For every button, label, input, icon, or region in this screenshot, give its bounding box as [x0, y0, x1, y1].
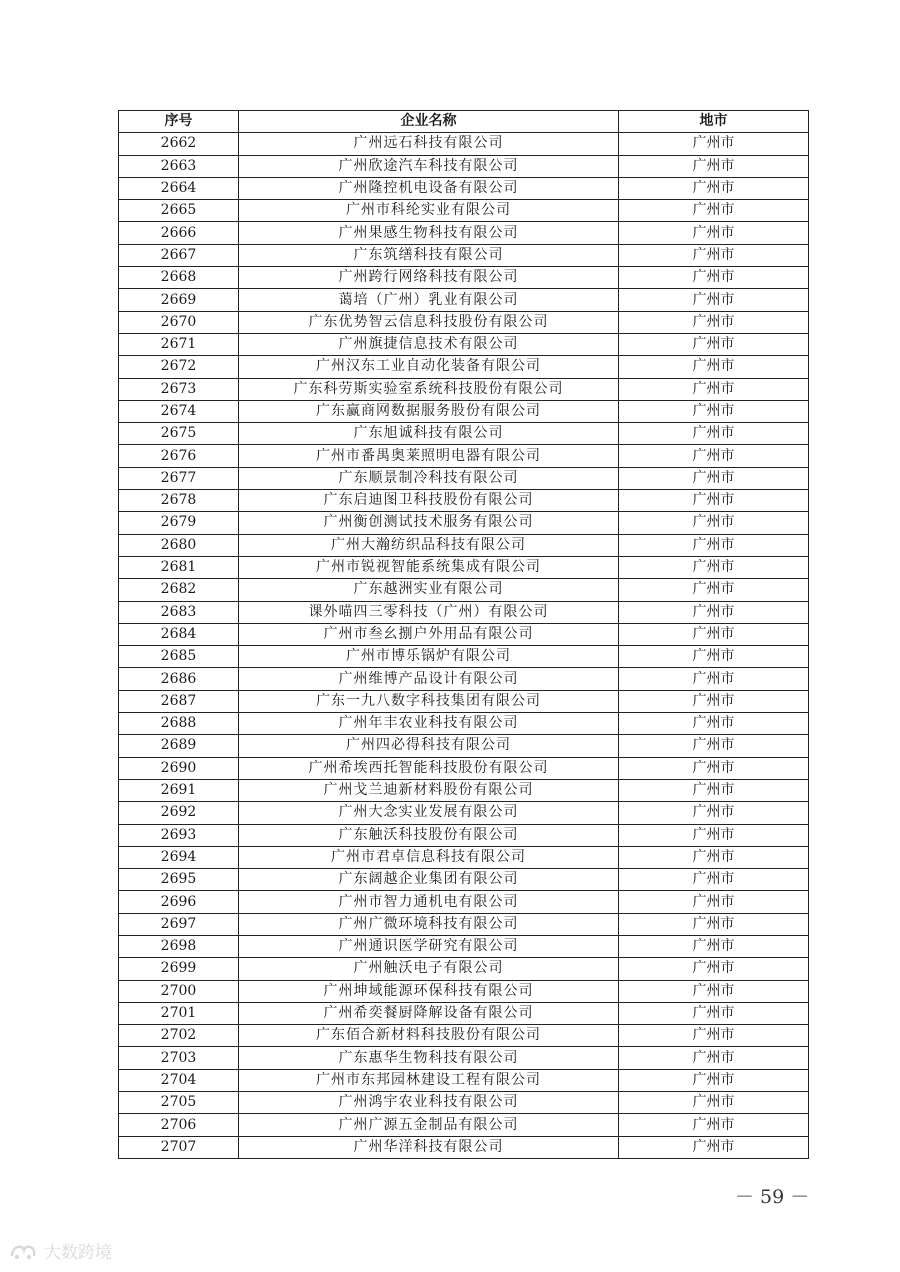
company-name-cell: 广东启迪图卫科技股份有限公司 — [239, 490, 619, 512]
company-name-cell: 广州戈兰迪新材料股份有限公司 — [239, 779, 619, 801]
table-row — [119, 467, 809, 489]
company-name-cell: 广州市君卓信息科技有限公司 — [239, 846, 619, 868]
serial-cell: 2688 — [119, 713, 239, 735]
serial-cell: 2668 — [119, 267, 239, 289]
serial-cell: 2699 — [119, 958, 239, 980]
table-row — [119, 1114, 809, 1136]
table-row — [119, 177, 809, 199]
header-city: 地市 — [619, 111, 809, 133]
city-cell: 广州市 — [619, 222, 809, 244]
serial-cell: 2666 — [119, 222, 239, 244]
serial-cell: 2705 — [119, 1092, 239, 1114]
company-name-cell: 广东佰合新材料科技股份有限公司 — [239, 1025, 619, 1047]
company-name-cell: 广州市番禺奥莱照明电器有限公司 — [239, 445, 619, 467]
city-cell: 广州市 — [619, 646, 809, 668]
company-name-cell: 广州欣途汽车科技有限公司 — [239, 155, 619, 177]
company-name-cell: 广州希埃西托智能科技股份有限公司 — [239, 757, 619, 779]
city-cell: 广州市 — [619, 579, 809, 601]
company-name-cell: 广州隆控机电设备有限公司 — [239, 177, 619, 199]
city-cell: 广州市 — [619, 556, 809, 578]
company-name-cell: 课外喵四三零科技（广州）有限公司 — [239, 601, 619, 623]
serial-cell: 2706 — [119, 1114, 239, 1136]
city-cell: 广州市 — [619, 824, 809, 846]
serial-cell: 2678 — [119, 490, 239, 512]
city-cell: 广州市 — [619, 935, 809, 957]
city-cell: 广州市 — [619, 623, 809, 645]
table-row — [119, 1069, 809, 1091]
table-row — [119, 980, 809, 1002]
company-name-cell: 广东一九八数字科技集团有限公司 — [239, 690, 619, 712]
city-cell: 广州市 — [619, 356, 809, 378]
serial-cell: 2662 — [119, 133, 239, 155]
company-name-cell: 广州四必得科技有限公司 — [239, 735, 619, 757]
serial-cell: 2670 — [119, 311, 239, 333]
table-row — [119, 200, 809, 222]
table-row — [119, 222, 809, 244]
company-name-cell: 广州广微环境科技有限公司 — [239, 913, 619, 935]
city-cell: 广州市 — [619, 378, 809, 400]
table-row — [119, 133, 809, 155]
company-name-cell: 广州果感生物科技有限公司 — [239, 222, 619, 244]
company-name-cell: 广州通识医学研究有限公司 — [239, 935, 619, 957]
table-row — [119, 601, 809, 623]
city-cell: 广州市 — [619, 311, 809, 333]
serial-cell: 2696 — [119, 891, 239, 913]
city-cell: 广州市 — [619, 1025, 809, 1047]
serial-cell: 2701 — [119, 1002, 239, 1024]
table-row — [119, 289, 809, 311]
city-cell: 广州市 — [619, 913, 809, 935]
serial-cell: 2698 — [119, 935, 239, 957]
city-cell: 广州市 — [619, 200, 809, 222]
city-cell: 广州市 — [619, 735, 809, 757]
serial-cell: 2671 — [119, 333, 239, 355]
city-cell: 广州市 — [619, 757, 809, 779]
table-row — [119, 958, 809, 980]
company-name-cell: 广东越洲实业有限公司 — [239, 579, 619, 601]
table-row — [119, 556, 809, 578]
table-row — [119, 713, 809, 735]
serial-cell: 2683 — [119, 601, 239, 623]
company-name-cell: 广州维博产品设计有限公司 — [239, 668, 619, 690]
city-cell: 广州市 — [619, 1136, 809, 1158]
serial-cell: 2697 — [119, 913, 239, 935]
table-row — [119, 757, 809, 779]
city-cell: 广州市 — [619, 690, 809, 712]
page-number: － 59 － — [735, 1186, 810, 1208]
company-name-cell: 广东赢商网数据服务股份有限公司 — [239, 400, 619, 422]
city-cell: 广州市 — [619, 423, 809, 445]
company-name-cell: 广州市智力通机电有限公司 — [239, 891, 619, 913]
company-name-cell: 广州广源五金制品有限公司 — [239, 1114, 619, 1136]
serial-cell: 2691 — [119, 779, 239, 801]
serial-cell: 2676 — [119, 445, 239, 467]
company-name-cell: 广州跨行网络科技有限公司 — [239, 267, 619, 289]
table-row — [119, 311, 809, 333]
serial-cell: 2702 — [119, 1025, 239, 1047]
table-row — [119, 1092, 809, 1114]
table-row — [119, 779, 809, 801]
table-row — [119, 913, 809, 935]
city-cell: 广州市 — [619, 155, 809, 177]
table-row — [119, 824, 809, 846]
city-cell: 广州市 — [619, 958, 809, 980]
serial-cell: 2665 — [119, 200, 239, 222]
header-row — [119, 111, 809, 133]
table-row — [119, 1136, 809, 1158]
table-row — [119, 623, 809, 645]
serial-cell: 2694 — [119, 846, 239, 868]
serial-cell: 2663 — [119, 155, 239, 177]
table-row — [119, 869, 809, 891]
company-name-cell: 广州市科纶实业有限公司 — [239, 200, 619, 222]
city-cell: 广州市 — [619, 846, 809, 868]
table-row — [119, 646, 809, 668]
city-cell: 广州市 — [619, 1092, 809, 1114]
company-name-cell: 广州触沃电子有限公司 — [239, 958, 619, 980]
header-company-name: 企业名称 — [239, 111, 619, 133]
company-name-cell: 广州坤域能源环保科技有限公司 — [239, 980, 619, 1002]
enterprise-table — [118, 110, 809, 1159]
city-cell: 广州市 — [619, 400, 809, 422]
table-row — [119, 1002, 809, 1024]
table-row — [119, 378, 809, 400]
city-cell: 广州市 — [619, 802, 809, 824]
company-name-cell: 广东科劳斯实验室系统科技股份有限公司 — [239, 378, 619, 400]
city-cell: 广州市 — [619, 333, 809, 355]
company-name-cell: 广州年丰农业科技有限公司 — [239, 713, 619, 735]
company-name-cell: 广州希奕餐厨降解设备有限公司 — [239, 1002, 619, 1024]
serial-cell: 2685 — [119, 646, 239, 668]
city-cell: 广州市 — [619, 1047, 809, 1069]
table-row — [119, 244, 809, 266]
city-cell: 广州市 — [619, 713, 809, 735]
company-name-cell: 广州汉东工业自动化装备有限公司 — [239, 356, 619, 378]
company-name-cell: 广东惠华生物科技有限公司 — [239, 1047, 619, 1069]
serial-cell: 2664 — [119, 177, 239, 199]
serial-cell: 2707 — [119, 1136, 239, 1158]
table-row — [119, 1025, 809, 1047]
city-cell: 广州市 — [619, 467, 809, 489]
serial-cell: 2673 — [119, 378, 239, 400]
serial-cell: 2693 — [119, 824, 239, 846]
city-cell: 广州市 — [619, 267, 809, 289]
table-row — [119, 846, 809, 868]
table-row — [119, 891, 809, 913]
table-row — [119, 423, 809, 445]
company-name-cell: 广州市东邦园林建设工程有限公司 — [239, 1069, 619, 1091]
company-name-cell: 广东阔越企业集团有限公司 — [239, 869, 619, 891]
table-row — [119, 512, 809, 534]
company-name-cell: 广东顺景制冷科技有限公司 — [239, 467, 619, 489]
company-name-cell: 蔼培（广州）乳业有限公司 — [239, 289, 619, 311]
company-name-cell: 广州华洋科技有限公司 — [239, 1136, 619, 1158]
serial-cell: 2703 — [119, 1047, 239, 1069]
city-cell: 广州市 — [619, 891, 809, 913]
serial-cell: 2681 — [119, 556, 239, 578]
table-row — [119, 579, 809, 601]
city-cell: 广州市 — [619, 668, 809, 690]
city-cell: 广州市 — [619, 490, 809, 512]
table-row — [119, 400, 809, 422]
table-row — [119, 534, 809, 556]
table-row — [119, 356, 809, 378]
company-name-cell: 广东旭诚科技有限公司 — [239, 423, 619, 445]
serial-cell: 2695 — [119, 869, 239, 891]
company-name-cell: 广州市锐视智能系统集成有限公司 — [239, 556, 619, 578]
company-name-cell: 广州旗捷信息技术有限公司 — [239, 333, 619, 355]
company-name-cell: 广东筑缮科技有限公司 — [239, 244, 619, 266]
city-cell: 广州市 — [619, 534, 809, 556]
company-name-cell: 广州市博乐锅炉有限公司 — [239, 646, 619, 668]
city-cell: 广州市 — [619, 1114, 809, 1136]
serial-cell: 2669 — [119, 289, 239, 311]
wm-logo-icon — [8, 1240, 38, 1262]
company-name-cell: 广州衡创测试技术服务有限公司 — [239, 512, 619, 534]
table-header — [119, 111, 809, 133]
serial-cell: 2679 — [119, 512, 239, 534]
table-row — [119, 1047, 809, 1069]
table-body — [119, 133, 809, 1159]
city-cell: 广州市 — [619, 244, 809, 266]
watermark — [8, 1238, 112, 1263]
company-name-cell: 广州大念实业发展有限公司 — [239, 802, 619, 824]
header-serial: 序号 — [119, 111, 239, 133]
city-cell: 广州市 — [619, 1002, 809, 1024]
city-cell: 广州市 — [619, 289, 809, 311]
table-row — [119, 490, 809, 512]
serial-cell: 2690 — [119, 757, 239, 779]
serial-cell: 2700 — [119, 980, 239, 1002]
serial-cell: 2675 — [119, 423, 239, 445]
serial-cell: 2687 — [119, 690, 239, 712]
table-row — [119, 802, 809, 824]
table-row — [119, 690, 809, 712]
serial-cell: 2674 — [119, 400, 239, 422]
serial-cell: 2677 — [119, 467, 239, 489]
company-name-cell: 广东触沃科技股份有限公司 — [239, 824, 619, 846]
serial-cell: 2680 — [119, 534, 239, 556]
watermark-text: 大数跨境 — [44, 1243, 112, 1263]
city-cell: 广州市 — [619, 980, 809, 1002]
company-name-cell: 广东优势智云信息科技股份有限公司 — [239, 311, 619, 333]
city-cell: 广州市 — [619, 512, 809, 534]
company-name-cell: 广州远石科技有限公司 — [239, 133, 619, 155]
table-row — [119, 333, 809, 355]
serial-cell: 2692 — [119, 802, 239, 824]
table-row — [119, 668, 809, 690]
city-cell: 广州市 — [619, 1069, 809, 1091]
city-cell: 广州市 — [619, 133, 809, 155]
table-row — [119, 267, 809, 289]
serial-cell: 2689 — [119, 735, 239, 757]
serial-cell: 2684 — [119, 623, 239, 645]
table-row — [119, 935, 809, 957]
serial-cell: 2672 — [119, 356, 239, 378]
serial-cell: 2686 — [119, 668, 239, 690]
city-cell: 广州市 — [619, 601, 809, 623]
company-name-cell: 广州鸿宇农业科技有限公司 — [239, 1092, 619, 1114]
city-cell: 广州市 — [619, 779, 809, 801]
company-name-cell: 广州市叁幺捌户外用品有限公司 — [239, 623, 619, 645]
table-row — [119, 735, 809, 757]
city-cell: 广州市 — [619, 177, 809, 199]
serial-cell: 2682 — [119, 579, 239, 601]
city-cell: 广州市 — [619, 869, 809, 891]
serial-cell: 2704 — [119, 1069, 239, 1091]
table-row — [119, 155, 809, 177]
company-name-cell: 广州大瀚纺织品科技有限公司 — [239, 534, 619, 556]
table-row — [119, 445, 809, 467]
city-cell: 广州市 — [619, 445, 809, 467]
serial-cell: 2667 — [119, 244, 239, 266]
